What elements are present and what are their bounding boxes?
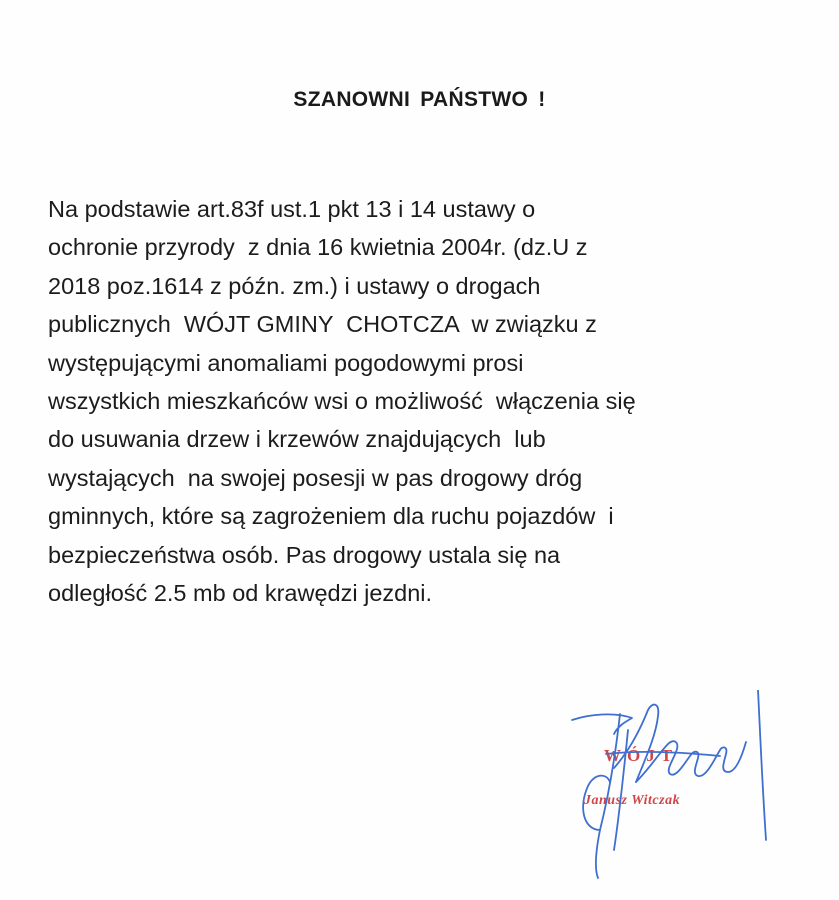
body-line-6: wszystkich mieszkańców wsi o możliwość włączenia się <box>48 388 636 415</box>
body-line-11: odległość 2.5 mb od krawędzi jezdni. <box>48 580 433 607</box>
body-line-5: występującymi anomaliami pogodowymi prosi <box>48 349 524 376</box>
stamp-title: WÓJT <box>604 746 679 765</box>
body-line-2: ochronie przyrody z dnia 16 kwietnia 2004r. (dz.U z <box>48 234 588 261</box>
body-line-9: gminnych, które są zagrożeniem dla ruchu pojazdów i <box>48 503 614 530</box>
document-body <box>48 190 808 612</box>
body-line-8: wystających na swojej posesji w pas drogowy dróg <box>48 464 583 491</box>
body-line-3: 2018 poz.1614 z późn. zm.) i ustawy o drogach <box>48 272 541 299</box>
body-line-10: bezpieczeństwa osób. Pas drogowy ustala się na <box>48 541 561 568</box>
official-stamp-and-signature <box>570 690 780 890</box>
document-heading: SZANOWNI PAŃSTWO ! <box>293 88 546 111</box>
body-line-4: publicznych WÓJT GMINY CHOTCZA w związku z <box>48 311 597 338</box>
handwritten-signature <box>570 690 780 890</box>
body-line-7: do usuwania drzew i krzewów znajdujących lub <box>48 426 546 453</box>
body-line-1: Na podstawie art.83f ust.1 pkt 13 i 14 ustawy o <box>48 196 536 222</box>
stamp-name: Janusz Witczak <box>584 793 681 808</box>
